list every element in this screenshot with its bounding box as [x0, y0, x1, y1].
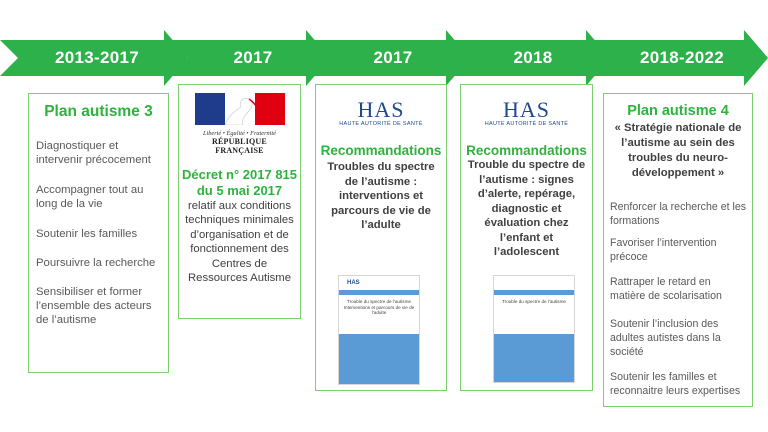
timeline-arrow-1: [0, 30, 188, 86]
list-item: Accompagner tout au long de la vie: [36, 184, 144, 210]
card-title: Recommandations: [466, 143, 587, 158]
timeline-arrow-3: [310, 30, 470, 86]
card-subtitle: « Stratégie nationale de l’autisme au sein des troubles du neuro-développement »: [614, 122, 742, 179]
list-item: Favoriser l’intervention précoce: [610, 237, 717, 263]
item-list: [36, 139, 164, 327]
period-label: 2013-2017: [55, 48, 139, 67]
has-logo: [316, 99, 446, 127]
has-logo-letters: HAS: [357, 97, 405, 122]
has-logo: [461, 99, 592, 127]
document-thumbnail: [338, 275, 420, 385]
card-recommandations-enfant: [460, 84, 593, 391]
period-label: 2017: [233, 48, 273, 67]
doc-header-band: [494, 290, 574, 295]
doc-title: Trouble du spectre de l’autisme Interventions et parcours de vie de l’adulte: [343, 299, 415, 315]
marianne-icon: [195, 93, 285, 125]
period-label: 2018: [513, 48, 553, 67]
doc-cover-band: [494, 334, 574, 382]
list-item: Renforcer la recherche et les formations: [610, 201, 747, 227]
has-logo-subtitle: HAUTE AUTORITÉ DE SANTÉ: [484, 121, 569, 127]
list-item: Diagnostiquer et intervenir précocement: [36, 140, 151, 166]
card-description: Troubles du spectre de l’autisme : interventions et parcours de vie de l’adulte: [327, 161, 435, 231]
card-recommandations-adulte: [315, 84, 447, 391]
doc-cover-band: [339, 334, 419, 384]
has-logo-mini: HAS: [347, 280, 360, 286]
card-decret-2017: [178, 84, 301, 319]
list-item: Soutenir les familles et reconnaitre leurs expertises: [610, 371, 741, 397]
card-title: Plan autisme 4: [627, 103, 729, 119]
has-logo-subtitle: HAUTE AUTORITÉ DE SANTÉ: [339, 121, 423, 127]
list-item: Soutenir les familles: [36, 228, 138, 240]
doc-header-band: [339, 290, 419, 295]
card-title: Recommandations: [320, 143, 442, 158]
has-logo-letters: HAS: [502, 97, 550, 122]
timeline-arrow-4: [450, 30, 610, 86]
republique-francaise-logo: [195, 93, 285, 155]
decree-date: du 5 mai 2017: [196, 183, 283, 198]
list-item: Soutenir l’inclusion des adultes autistes dans la société: [610, 318, 721, 358]
card-plan-autisme-3: [28, 93, 169, 373]
doc-title: Trouble du spectre de l’autisme: [502, 299, 566, 304]
period-label: 2018-2022: [640, 48, 724, 67]
republic-name: RÉPUBLIQUE FRANÇAISE: [212, 137, 267, 155]
card-plan-autisme-4: [603, 93, 753, 407]
list-item: Rattraper le retard en matière de scolarisation: [610, 276, 722, 302]
list-item: Poursuivre la recherche: [36, 257, 156, 269]
card-description: Trouble du spectre de l’autisme : signes d’alerte, repérage, diagnostic et évaluation chez l’enfant et l’adolescent: [467, 159, 586, 258]
decree-description: relatif aux conditions techniques minimales d’organisation et de fonctionnement des Centres de Ressources Autisme: [185, 200, 294, 285]
item-list: [610, 200, 748, 398]
list-item: Sensibiliser et former l’ensemble des acteurs de l’autisme: [36, 286, 152, 326]
card-title: Plan autisme 3: [44, 103, 153, 120]
period-label: 2017: [373, 48, 413, 67]
timeline-arrow-2: [170, 30, 330, 86]
motto-text: Liberté • Égalité • Fraternité: [203, 130, 276, 137]
decree-number: Décret n° 2017 815: [181, 167, 298, 182]
timeline-arrow-5: [590, 30, 768, 86]
document-thumbnail: [493, 275, 575, 383]
